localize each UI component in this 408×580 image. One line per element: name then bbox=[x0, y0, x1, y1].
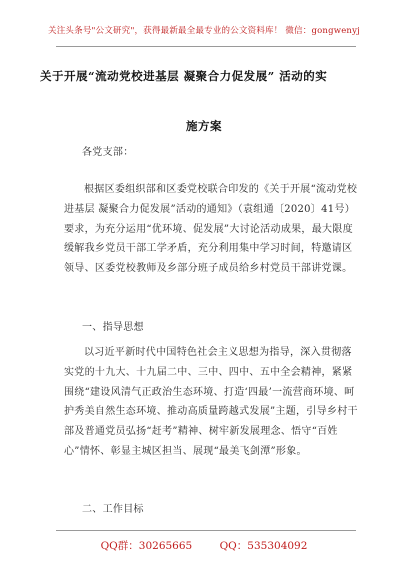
header-divider bbox=[56, 46, 356, 47]
section-heading-1: 一、指导思想 bbox=[82, 322, 144, 333]
document-title-line2: 施方案 bbox=[186, 119, 222, 133]
salutation: 各党支部： bbox=[82, 147, 134, 158]
footer bbox=[0, 538, 408, 553]
section-heading-2: 二、工作目标 bbox=[82, 504, 144, 515]
paragraph-2: 以习近平新时代中国特色社会主义思想为指导，深入贯彻落实党的十九大、十九届二中、三中、四中、五中全会精神，紧紧围绕“建设风清气正政治生态环境、打造‘四最’一流营商环境、呵护秀美自然生态环境、推动高质量跨越式发展”主题，引导乡村干部及普通党员弘扬“赶考”精神、树牢新发展理念、悟守“百姓心”情怀、彰显主城区担当、展现“最美飞剑潭”形象。 bbox=[64, 347, 358, 457]
header-banner: 关注头条号"公文研究"，获得最新最全最专业的公文资料库！ 微信：gongwenyj bbox=[48, 26, 360, 36]
footer-qq-group: QQ群：30265665 bbox=[100, 540, 193, 552]
footer-divider bbox=[56, 530, 356, 531]
paragraph-1: 根据区委组织部和区委党校联合印发的《关于开展“流动党校进基层 凝聚合力促发展”活动的通知》（袁组通〔2020〕41号）要求，为充分运用“优环境、促发展”大讨论活动成果，最大限度缓解我乡党员干部工学矛盾，充分利用集中学习时间，特邀请区领导、区委党校教师及乡部分班子成员给乡村党员干部讲党课。 bbox=[64, 184, 358, 275]
footer-qq: QQ：535304092 bbox=[219, 540, 308, 552]
document-title-line1: 关于开展“流动党校进基层 凝聚合力促发展” 活动的实 bbox=[40, 69, 328, 83]
